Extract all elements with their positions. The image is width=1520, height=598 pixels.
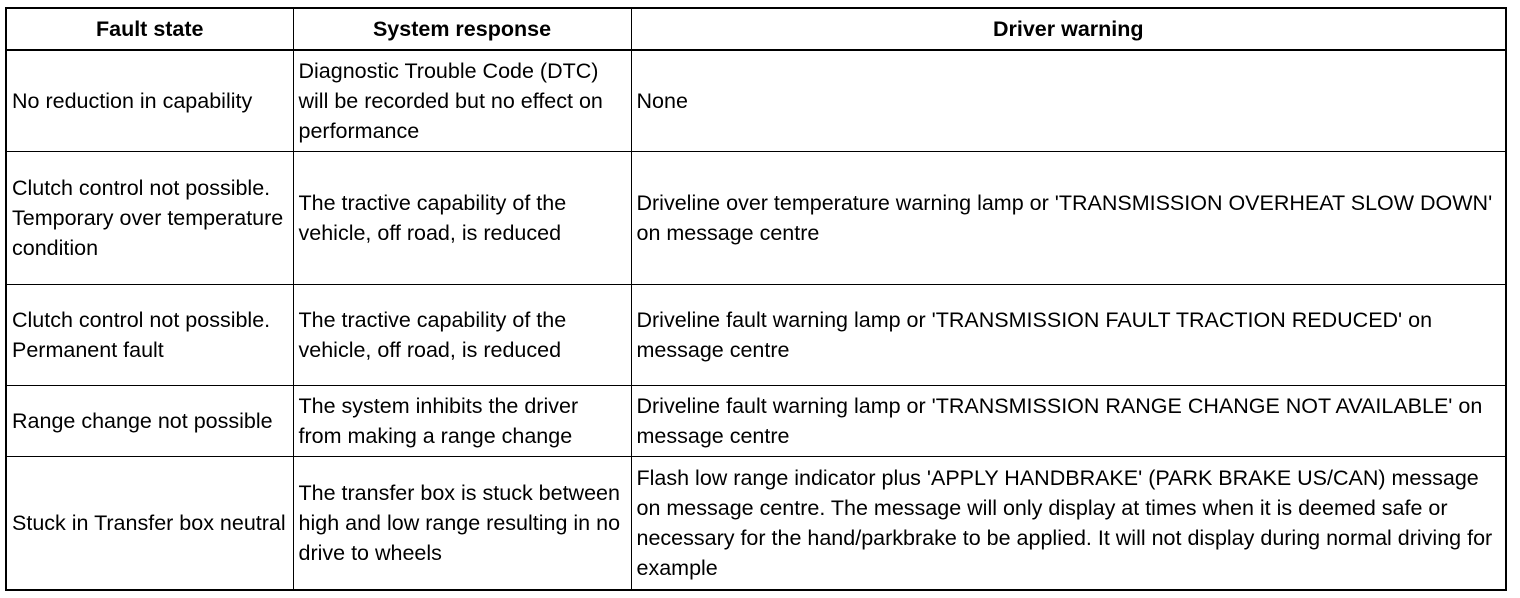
system-response-cell: Diagnostic Trouble Code (DTC) will be recorded but no effect on performance	[293, 50, 631, 152]
fault-state-cell: Stuck in Transfer box neutral	[6, 457, 293, 591]
table-row	[6, 457, 1506, 591]
table-header-row	[6, 8, 1506, 50]
system-response-cell: The tractive capability of the vehicle, off road, is reduced	[293, 152, 631, 285]
header-fault-state: Fault state	[6, 8, 293, 50]
header-driver-warning: Driver warning	[631, 8, 1506, 50]
driver-warning-cell: None	[631, 50, 1506, 152]
fault-response-table	[5, 7, 1507, 591]
driver-warning-cell: Driveline fault warning lamp or 'TRANSMISSION RANGE CHANGE NOT AVAILABLE' on message centre	[631, 386, 1506, 457]
fault-state-cell: Range change not possible	[6, 386, 293, 457]
table-row	[6, 152, 1506, 285]
driver-warning-cell: Driveline over temperature warning lamp or 'TRANSMISSION OVERHEAT SLOW DOWN' on message centre	[631, 152, 1506, 285]
fault-state-cell: Clutch control not possible. Temporary over temperature condition	[6, 152, 293, 285]
driver-warning-cell: Flash low range indicator plus 'APPLY HANDBRAKE' (PARK BRAKE US/CAN) message on message centre. The message will only display at times when it is deemed safe or necessary for the hand/parkbrake to be applied. It will not display during normal driving for example	[631, 457, 1506, 591]
driver-warning-cell: Driveline fault warning lamp or 'TRANSMISSION FAULT TRACTION REDUCED' on message centre	[631, 285, 1506, 386]
fault-state-cell: No reduction in capability	[6, 50, 293, 152]
header-system-response: System response	[293, 8, 631, 50]
system-response-cell: The transfer box is stuck between high and low range resulting in no drive to wheels	[293, 457, 631, 591]
system-response-cell: The system inhibits the driver from making a range change	[293, 386, 631, 457]
fault-state-cell: Clutch control not possible. Permanent fault	[6, 285, 293, 386]
table-row	[6, 285, 1506, 386]
table-row	[6, 386, 1506, 457]
system-response-cell: The tractive capability of the vehicle, off road, is reduced	[293, 285, 631, 386]
table-row	[6, 50, 1506, 152]
